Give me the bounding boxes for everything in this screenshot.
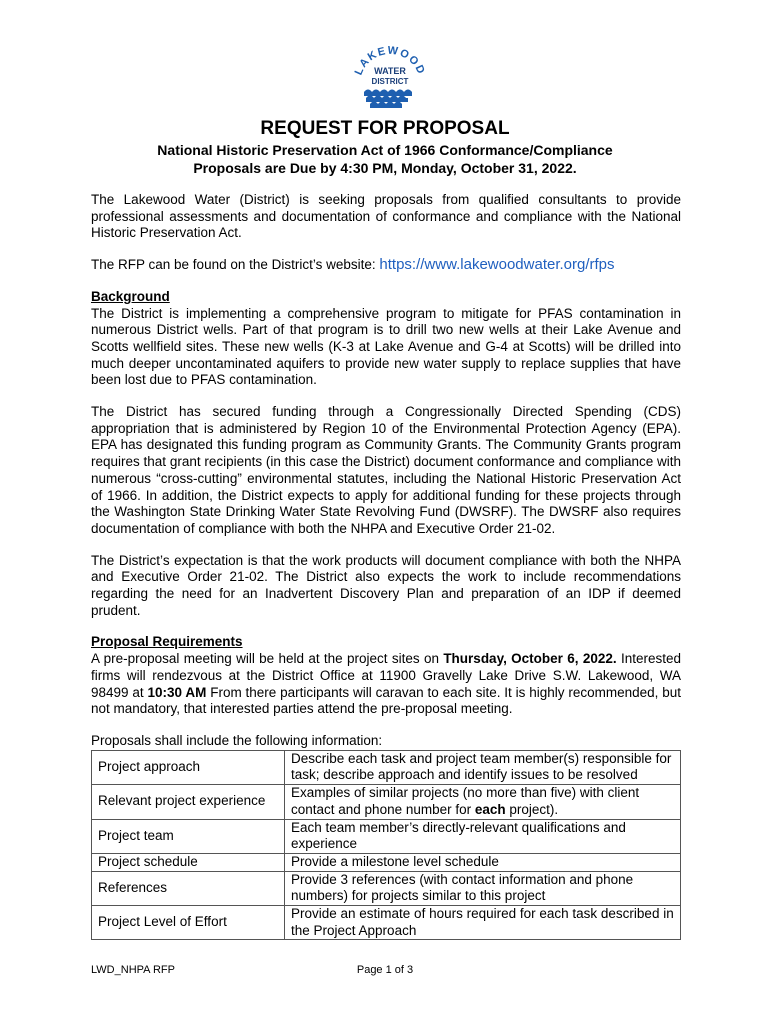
table-cell-desc: Each team member’s directly-relevant qualifications and experience bbox=[285, 819, 681, 853]
background-paragraph-2: The District has secured funding through a Congressionally Directed Spending (CDS) appropriation that is administered by Region 10 of the Environmental Protection Agency (EPA). EPA has designated this funding program as Community Grants. The Community Grants program requires that grant recipients (in this case the District) document conformance and compliance with numerous “cross-cutting” environmental statutes, including the National Historic Preservation Act of 1966. In addition, the District expects to apply for additional funding for these projects through the Washington State Drinking Water State Revolving Fund (DWSRF). The DWSRF also requires documentation of compliance with both the NHPA and Executive Order 21-02. bbox=[91, 404, 681, 536]
background-heading: Background bbox=[91, 288, 170, 304]
requirements-table bbox=[91, 750, 681, 941]
table-cell-desc: Provide 3 references (with contact information and phone numbers) for projects similar to this project bbox=[285, 871, 681, 905]
table-cell-desc: Provide an estimate of hours required for each task described in the Project Approach bbox=[285, 906, 681, 940]
req-meeting-time: 10:30 AM bbox=[147, 684, 207, 700]
table-row bbox=[92, 785, 681, 819]
logo-waves-icon bbox=[364, 90, 412, 109]
table-cell-desc: Describe each task and project team member(s) responsible for task; describe approach and identify issues to be resolved bbox=[285, 750, 681, 784]
logo-water-text: WATER bbox=[374, 66, 406, 76]
table-cell-item: Project team bbox=[92, 819, 285, 853]
desc-text-a: Examples of similar projects (no more than five) with client contact and phone number for bbox=[291, 785, 640, 817]
subtitle-due-date: Proposals are Due by 4:30 PM, Monday, October 31, 2022. bbox=[193, 160, 577, 176]
subtitle-act: National Historic Preservation Act of 1966 Conformance/Compliance bbox=[157, 142, 613, 158]
rfp-link[interactable]: https://www.lakewoodwater.org/rfps bbox=[379, 256, 615, 274]
table-row bbox=[92, 819, 681, 853]
req-text-b: Interested firms will rendezvous at the District Office at 11900 Gravelly Lake Drive S.W. Lakewood, WA 98499 at bbox=[91, 651, 681, 700]
req-meeting-date: Thursday, October 6, 2022. bbox=[443, 651, 617, 667]
table-cell-item: Relevant project experience bbox=[92, 785, 285, 819]
footer-doc-id: LWD_NHPA RFP bbox=[91, 964, 175, 976]
lakewood-water-district-logo bbox=[352, 40, 428, 116]
rfp-location-paragraph bbox=[91, 257, 681, 274]
table-row bbox=[92, 750, 681, 784]
requirements-heading: Proposal Requirements bbox=[91, 634, 243, 650]
table-cell-item: Project schedule bbox=[92, 853, 285, 871]
table-cell-desc bbox=[285, 785, 681, 819]
requirements-paragraph bbox=[91, 651, 681, 718]
background-paragraph-1: The District is implementing a comprehensive program to mitigate for PFAS contamination in numerous District wells. Part of that program is to drill two new wells at their Lake Avenue and Scotts wellfield sites. These new wells (K-3 at Lake Avenue and G-4 at Scotts) will be drilled into much deeper uncontaminated aquifers to provide new water supply to replace supplies that have been lost due to PFAS contamination. bbox=[91, 305, 681, 388]
table-row bbox=[92, 906, 681, 940]
table-row bbox=[92, 853, 681, 871]
req-text-c: From there participants will caravan to each site. It is highly recommended, but not mandatory, that interested parties attend the pre-proposal meeting. bbox=[91, 684, 681, 717]
desc-text-b: project). bbox=[505, 801, 559, 817]
req-text-a: A pre-proposal meeting will be held at the project sites on bbox=[91, 651, 444, 667]
requirements-table-intro: Proposals shall include the following information: bbox=[91, 732, 383, 748]
document-body bbox=[91, 192, 681, 940]
background-paragraph-3: The District’s expectation is that the work products will document compliance with both the NHPA and Executive Order 21-02. The District also expects the work to include recommendations regarding the need for an Inadvertent Discovery Plan and preparation of an IDP if deemed prudent. bbox=[91, 552, 681, 618]
logo-district-text: DISTRICT bbox=[371, 77, 409, 86]
desc-bold: each bbox=[474, 801, 506, 817]
page-title: REQUEST FOR PROPOSAL bbox=[260, 118, 510, 139]
footer-page-number: Page 1 of 3 bbox=[356, 964, 414, 976]
table-row bbox=[92, 871, 681, 905]
table-cell-desc: Provide a milestone level schedule bbox=[285, 853, 681, 871]
rfp-prefix: The RFP can be found on the District’s website: bbox=[91, 257, 380, 273]
table-cell-item: References bbox=[92, 871, 285, 905]
logo-arc-text: LAKEWOOD bbox=[352, 44, 428, 77]
intro-paragraph: The Lakewood Water (District) is seeking proposals from qualified consultants to provide professional assessments and documentation of conformance and compliance with the National Historic Preservation Act. bbox=[91, 192, 681, 241]
table-cell-item: Project Level of Effort bbox=[92, 906, 285, 940]
table-cell-item: Project approach bbox=[92, 750, 285, 784]
